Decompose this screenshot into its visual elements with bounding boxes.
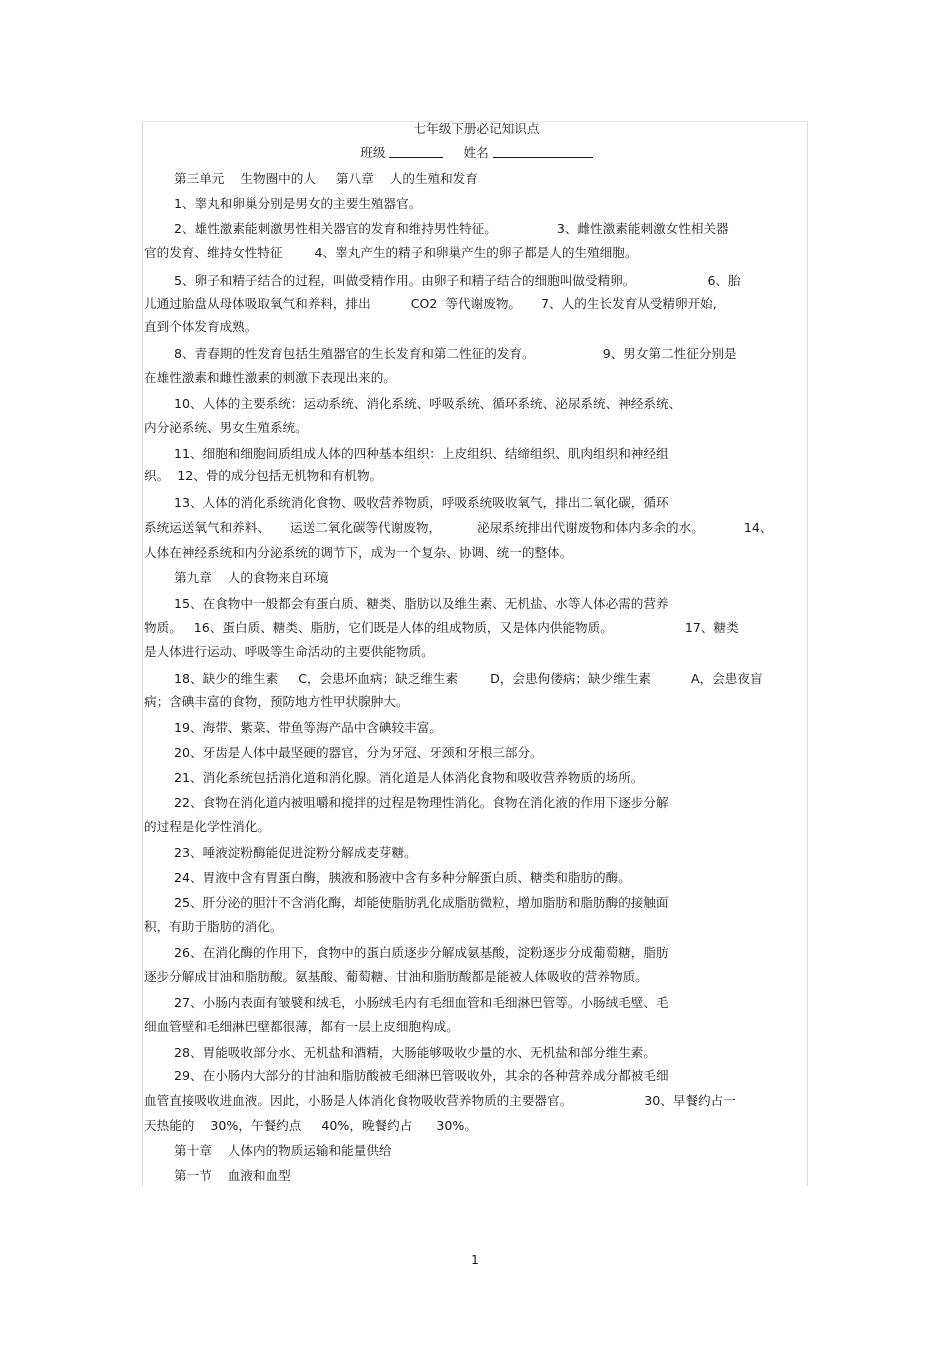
text-line: 是人体进行运动、呼吸等生命活动的主要供能物质。 <box>144 644 434 659</box>
text-line: 血管直接吸收进血液。因此，小肠是人体消化食物吸收营养物质的主要器官。 30、早餐约占一 <box>144 1093 736 1108</box>
name-blank[interactable] <box>493 145 593 158</box>
text-line: 积，有助于脂肪的消化。 <box>144 919 283 934</box>
text-line: 的过程是化学性消化。 <box>144 819 270 834</box>
page-number: 1 <box>471 1253 479 1267</box>
text-line: 系统运送氧气和养料、 运送二氧化碳等代谢废物， 泌尿系统排出代谢废物和体内多余的水。 14、 <box>144 520 773 535</box>
text-line: 15、在食物中一般都会有蛋白质、糖类、脂肪以及维生素、无机盐、水等人体必需的营养 <box>174 596 669 611</box>
text-line: 13、人体的消化系统消化食物、吸收营养物质，呼吸系统吸收氧气，排出二氧化碳，循环 <box>174 495 669 510</box>
text-line: 病；含碘丰富的食物，预防地方性甲状腺肿大。 <box>144 694 409 709</box>
class-name-row <box>144 145 809 161</box>
text-line: 19、海带、紫菜、带鱼等海产品中含碘较丰富。 <box>174 720 442 735</box>
text-line: 23、唾液淀粉酶能促进淀粉分解成麦芽糖。 <box>174 845 417 860</box>
text-line: 官的发育、维持女性特征 4、睾丸产生的精子和卵巢产生的卵子都是人的生殖细胞。 <box>144 245 638 260</box>
text-line: 10、人体的主要系统：运动系统、消化系统、呼吸系统、循环系统、泌尿系统、神经系统、 <box>174 396 682 411</box>
text-line: 21、消化系统包括消化道和消化腺。消化道是人体消化食物和吸收营养物质的场所。 <box>174 770 644 785</box>
text-line: 5、卵子和精子结合的过程，叫做受精作用。由卵子和精子结合的细胞叫做受精卵。 6、胎 <box>174 273 741 288</box>
class-blank[interactable] <box>389 145 443 158</box>
text-line: 内分泌系统、男女生殖系统。 <box>144 420 308 435</box>
text-line: 逐步分解成甘油和脂肪酸。氨基酸、葡萄糖、甘油和脂肪酸都是能被人体吸收的营养物质。 <box>144 969 648 984</box>
text-line: 27、小肠内表面有皱襞和绒毛，小肠绒毛内有毛细血管和毛细淋巴管等。小肠绒毛壁、毛 <box>174 995 669 1010</box>
subsection-heading: 第一节 血液和血型 <box>174 1168 291 1183</box>
section-heading: 第十章 人体内的物质运输和能量供给 <box>174 1143 392 1158</box>
text-line: 8、青春期的性发育包括生殖器官的生长发育和第二性征的发育。 9、男女第二性征分别是 <box>174 346 737 361</box>
text-line: 25、肝分泌的胆汁不含消化酶，却能使脂肪乳化成脂肪微粒，增加脂肪和脂肪酶的接触面 <box>174 895 669 910</box>
text-line: 22、食物在消化道内被咀嚼和搅拌的过程是物理性消化。食物在消化液的作用下逐步分解 <box>174 795 669 810</box>
text-line: 18、缺少的维生素 C，会患坏血病；缺乏维生素 D，会患佝偻病；缺少维生素 A，会患夜盲 <box>174 671 763 686</box>
text-line: 2、雄性激素能刺激男性相关器官的发育和维持男性特征。 3、雌性激素能刺激女性相关器 <box>174 221 729 236</box>
text-line: 细血管壁和毛细淋巴壁都很薄，都有一层上皮细胞构成。 <box>144 1019 459 1034</box>
text-line: 天热能的 30%，午餐约点 40%，晚餐约占 30%。 <box>144 1118 477 1133</box>
text-line: 物质。 16、蛋白质、糖类、脂肪，它们既是人体的组成物质，又是体内供能物质。 17、糖类 <box>144 620 739 635</box>
text-line: 24、胃液中含有胃蛋白酶，胰液和肠液中含有多种分解蛋白质、糖类和脂肪的酶。 <box>174 870 631 885</box>
text-line: 11、细胞和细胞间质组成人体的四种基本组织：上皮组织、结缔组织、肌肉组织和神经组 <box>174 446 669 461</box>
text-line: 26、在消化酶的作用下，食物中的蛋白质逐步分解成氨基酸，淀粉逐步分成葡萄糖，脂肪 <box>174 945 669 960</box>
text-line: 28、胃能吸收部分水、无机盐和酒精，大肠能够吸收少量的水、无机盐和部分维生素。 <box>174 1045 656 1060</box>
text-line: 织。 12、骨的成分包括无机物和有机物。 <box>144 468 383 483</box>
text-line: 儿通过胎盘从母体吸取氧气和养料，排出 CO2 等代谢废物。 7、人的生长发育从受精卵开始, <box>144 296 717 311</box>
text-line: 1、睾丸和卵巢分别是男女的主要生殖器官。 <box>174 196 422 211</box>
text-line: 在雄性激素和雌性激素的刺激下表现出来的。 <box>144 370 396 385</box>
text-line: 人体在神经系统和内分泌系统的调节下，成为一个复杂、协调、统一的整体。 <box>144 545 573 560</box>
section-heading: 第九章 人的食物来自环境 <box>174 570 329 585</box>
text-line: 20、牙齿是人体中最坚硬的器官，分为牙冠、牙颈和牙根三部分。 <box>174 745 543 760</box>
class-label: 班级 <box>360 145 386 160</box>
text-line: 29、在小肠内大部分的甘油和脂肪酸被毛细淋巴管吸收外，其余的各种营养成分都被毛细 <box>174 1068 669 1083</box>
name-label: 姓名 <box>463 145 489 160</box>
text-line: 直到个体发育成熟。 <box>144 319 258 334</box>
page-title: 七年级下册必记知识点 <box>413 121 540 136</box>
section-heading: 第三单元 生物圈中的人 第八章 人的生殖和发育 <box>174 171 478 186</box>
